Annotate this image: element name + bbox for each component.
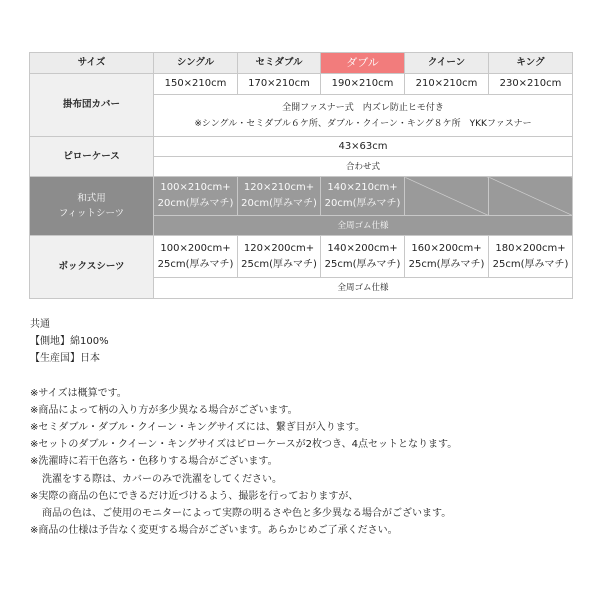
fitted-size-line2: 20cm(厚みマチ) [241, 198, 317, 209]
box-size-semi-double [238, 236, 321, 278]
kakefuton-size: 230×210cm [489, 74, 573, 95]
fitted-na-queen [405, 177, 489, 216]
box-size-line1: 160×200cm+ [411, 242, 482, 254]
box-size-row [30, 236, 573, 278]
kakefuton-size: 150×210cm [154, 74, 238, 95]
info-note: ※洗濯時に若干色落ち・色移りする場合がございます。 [30, 456, 278, 468]
info-origin: 【生産国】日本 [30, 353, 100, 365]
box-size-line2: 25cm(厚みマチ) [324, 258, 401, 270]
fitted-note: 全周ゴム仕様 [154, 216, 573, 236]
info-note: ※セットのダブル・クイーン・キングサイズはピローケースが2枚つき、4点セットとなります。 [30, 439, 458, 451]
spec-table [29, 52, 573, 299]
header-row [30, 53, 573, 74]
pillow-label: ピローケース [30, 137, 154, 177]
box-size-line2: 25cm(厚みマチ) [241, 258, 317, 270]
fitted-label [30, 177, 154, 236]
info-fabric: 【側地】綿100% [30, 336, 109, 348]
header-queen: クイーン [405, 53, 489, 74]
box-size-line2: 25cm(厚みマチ) [492, 258, 569, 270]
box-size-line2: 25cm(厚みマチ) [157, 258, 234, 270]
header-single: シングル [154, 53, 238, 74]
pillow-size: 43×63cm [154, 137, 573, 157]
box-size-line1: 180×200cm+ [495, 242, 566, 254]
info-note: ※セミダブル・ダブル・クイーン・キングサイズには、繋ぎ目が入ります。 [30, 422, 365, 434]
header-semi-double: セミダブル [238, 53, 321, 74]
header-king: キング [489, 53, 573, 74]
info-note: ※商品によって柄の入り方が多少異なる場合がございます。 [30, 404, 298, 416]
info-note: 商品の色は、ご使用のモニターによって実際の明るさや色と多少異なる場合がございます。 [42, 508, 452, 520]
spacer [30, 368, 590, 385]
fitted-size-row [30, 177, 573, 216]
fitted-size-line2: 20cm(厚みマチ) [324, 198, 401, 209]
box-size-single [154, 236, 238, 278]
info-note: 洗濯をする際は、カバーのみで洗濯をしてください。 [42, 473, 282, 485]
fitted-size-line1: 100×210cm+ [160, 182, 231, 193]
fitted-size-line1: 120×210cm+ [243, 182, 315, 193]
header-double: ダブル [321, 53, 405, 74]
box-size-king [489, 236, 573, 278]
kakefuton-note-line1: 全開ファスナー式 内ズレ防止ヒモ付き [282, 102, 444, 113]
box-note: 全周ゴム仕様 [154, 278, 573, 299]
fitted-na-king [489, 177, 573, 216]
kakefuton-size-row [30, 74, 573, 95]
box-size-line1: 140×200cm+ [327, 242, 398, 254]
box-label: ボックスシーツ [30, 236, 154, 299]
box-size-double [321, 236, 405, 278]
info-note: ※実際の商品の色にできるだけ近づけるよう、撮影を行っておりますが、 [30, 490, 359, 502]
box-size-queen [405, 236, 489, 278]
fitted-size-semi-double [238, 177, 321, 216]
kakefuton-size: 190×210cm [321, 74, 405, 95]
pillow-size-row [30, 137, 573, 157]
fitted-size-single [154, 177, 238, 216]
info-note: ※サイズは概算です。 [30, 387, 127, 399]
box-size-line1: 120×200cm+ [243, 242, 315, 254]
kakefuton-size: 210×210cm [405, 74, 489, 95]
kakefuton-label: 掛布団カバー [30, 74, 154, 137]
kakefuton-note [154, 95, 573, 137]
fitted-size-line1: 140×210cm+ [327, 182, 398, 193]
fitted-size-line2: 20cm(厚みマチ) [157, 198, 234, 209]
kakefuton-note-line2: ※シングル・セミダブル６ケ所、ダブル・クイーン・キング８ケ所 YKKファスナー [194, 118, 532, 129]
info-section [30, 316, 590, 539]
info-common: 共通 [30, 319, 50, 330]
box-size-line2: 25cm(厚みマチ) [408, 258, 485, 270]
header-size: サイズ [30, 53, 154, 74]
fitted-label-line2: フィットシーツ [58, 208, 125, 219]
kakefuton-size: 170×210cm [238, 74, 321, 95]
pillow-type: 合わせ式 [154, 157, 573, 177]
box-size-line1: 100×200cm+ [160, 242, 231, 254]
fitted-label-line1: 和式用 [77, 193, 106, 204]
info-note: ※商品の仕様は予告なく変更する場合がございます。あらかじめご了承ください。 [30, 525, 398, 537]
fitted-size-double [321, 177, 405, 216]
